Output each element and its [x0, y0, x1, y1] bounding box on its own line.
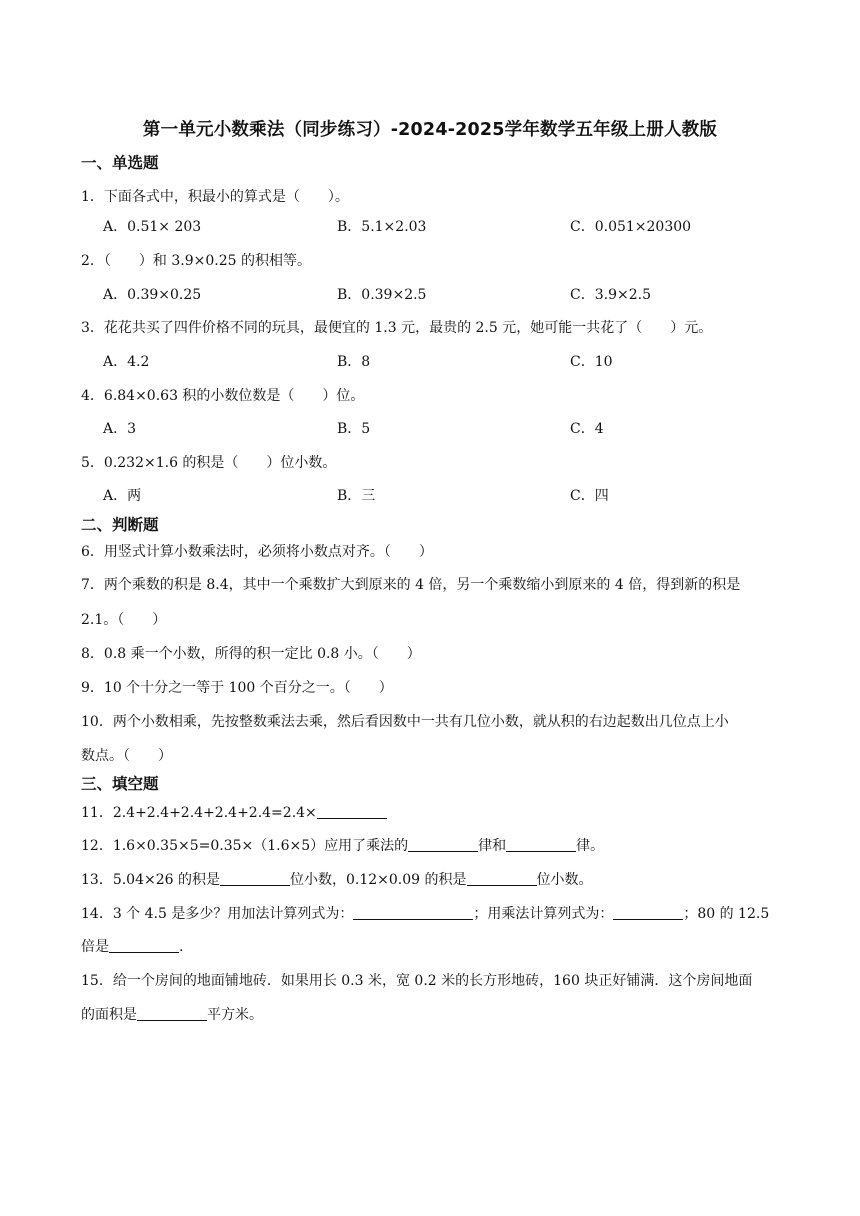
question-15-continued	[81, 1004, 263, 1024]
q1-option-a: A．0.51× 203	[103, 219, 202, 235]
question-13-text-3: 位小数。	[536, 872, 593, 888]
question-3: 3．花花共买了四件价格不同的玩具，最便宜的 1.3 元，最贵的 2.5 元，她可能一共花了（ ）元。	[81, 320, 713, 336]
question-12	[81, 835, 604, 855]
question-13	[81, 869, 593, 889]
page-title: 第一单元小数乘法（同步练习）-2024-2025学年数学五年级上册人教版	[142, 120, 718, 140]
q4-option-b: B．5	[337, 421, 371, 437]
question-13-text-2: 位小数，0.12×0.09 的积是	[289, 872, 467, 888]
question-11	[81, 802, 387, 822]
q2-option-a: A．0.39×0.25	[103, 287, 202, 303]
question-12-text-3: 律。	[576, 838, 605, 854]
question-15-text-2: 的面积是	[81, 1007, 137, 1023]
question-15: 15．给一个房间的地面铺地砖．如果用长 0.3 米，宽 0.2 米的长方形地砖，160 块正好铺满．这个房间地面	[81, 973, 753, 989]
question-12-text: 12．1.6×0.35×5=0.35×（1.6×5）应用了乘法的	[81, 838, 409, 854]
section-heading-true-false: 二、判断题	[81, 516, 159, 534]
question-9: 9．10 个十分之一等于 100 个百分之一。（ ）	[81, 680, 393, 696]
question-7: 7．两个乘数的积是 8.4，其中一个乘数扩大到原来的 4 倍，另一个乘数缩小到原来的 4 倍，得到新的积是	[81, 577, 741, 593]
answer-blank[interactable]	[109, 938, 179, 953]
question-4: 4．6.84×0.63 积的小数位数是（ ）位。	[81, 388, 365, 404]
question-7-continued: 2.1。（ ）	[81, 612, 167, 628]
question-14-text-5: .	[179, 939, 184, 955]
question-15-text-3: 平方米。	[207, 1007, 263, 1023]
question-14-continued	[81, 936, 183, 956]
q3-option-a: A．4.2	[103, 354, 150, 370]
q5-option-c: C．四	[570, 488, 609, 504]
answer-blank[interactable]	[506, 837, 576, 852]
q3-option-c: C．10	[570, 354, 613, 370]
question-8: 8．0.8 乘一个小数，所得的积一定比 0.8 小。（ ）	[81, 646, 421, 662]
question-14-text-2: ；用乘法计算列式为：	[473, 906, 614, 922]
question-11-text: 11．2.4+2.4+2.4+2.4+2.4=2.4×	[81, 805, 317, 821]
section-heading-fill-blank: 三、填空题	[81, 775, 159, 793]
answer-blank[interactable]	[317, 804, 387, 819]
question-10-continued: 数点。（ ）	[81, 748, 172, 764]
question-10: 10．两个小数相乘，先按整数乘法去乘，然后看因数中一共有几位小数，就从积的右边起数出几位点上小	[81, 714, 729, 730]
q1-option-c: C．0.051×20300	[570, 219, 692, 235]
question-14-text: 14．3 个 4.5 是多少？用加法计算列式为：	[81, 906, 354, 922]
q2-option-c: C．3.9×2.5	[570, 287, 651, 303]
answer-blank[interactable]	[220, 871, 290, 886]
section-heading-single-choice: 一、单选题	[81, 154, 159, 172]
q1-option-b: B．5.1×2.03	[337, 219, 427, 235]
question-5: 5．0.232×1.6 的积是（ ）位小数。	[81, 455, 337, 471]
q2-option-b: B．0.39×2.5	[337, 287, 427, 303]
answer-blank[interactable]	[467, 871, 537, 886]
question-6: 6．用竖式计算小数乘法时，必须将小数点对齐。（ ）	[81, 544, 433, 560]
answer-blank[interactable]	[353, 905, 473, 920]
question-12-text-2: 律和	[478, 838, 507, 854]
question-1: 1．下面各式中，积最小的算式是（ ）。	[81, 189, 349, 205]
answer-blank[interactable]	[137, 1006, 207, 1021]
q5-option-a: A．两	[103, 488, 142, 504]
answer-blank[interactable]	[408, 837, 478, 852]
question-2: 2．（ ）和 3.9×0.25 的积相等。	[81, 253, 311, 269]
question-14-text-3: ；80 的 12.5	[683, 906, 770, 922]
q5-option-b: B．三	[337, 488, 376, 504]
q4-option-a: A．3	[103, 421, 137, 437]
q3-option-b: B．8	[337, 354, 371, 370]
question-14-text-4: 倍是	[81, 939, 109, 955]
answer-blank[interactable]	[613, 905, 683, 920]
q4-option-c: C．4	[570, 421, 604, 437]
question-13-text: 13．5.04×26 的积是	[81, 872, 220, 888]
question-14	[81, 903, 769, 923]
